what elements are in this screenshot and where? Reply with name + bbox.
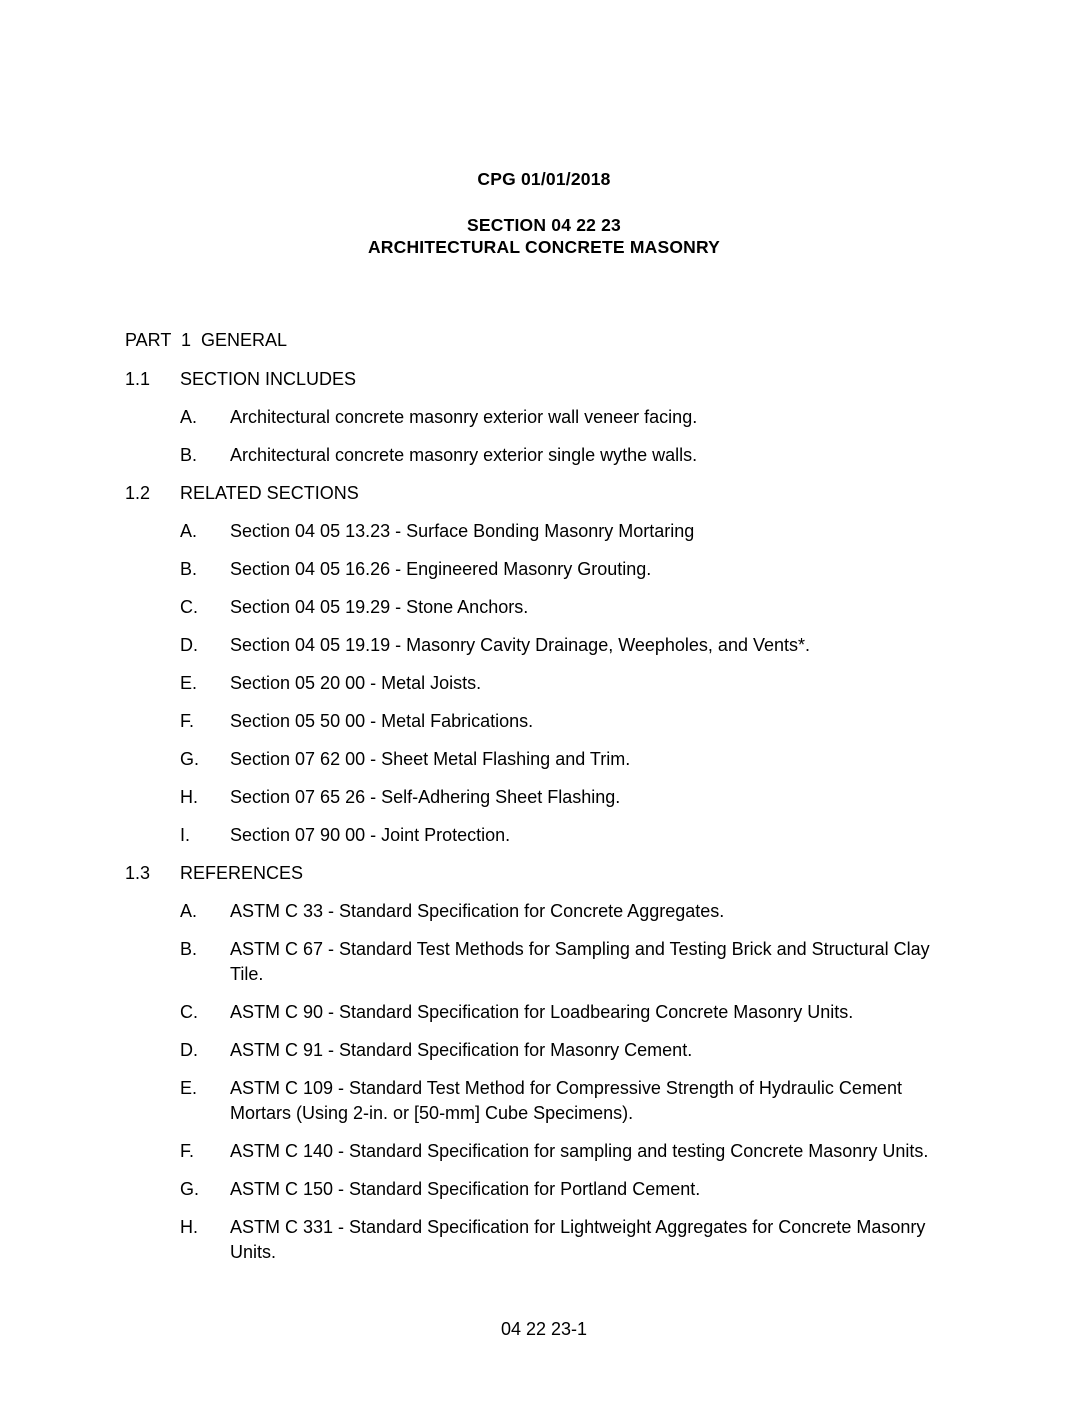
list-item-marker: F. bbox=[180, 711, 195, 731]
list-item-marker: D. bbox=[180, 1040, 198, 1060]
list-item-text: ASTM C 331 - Standard Specification for Lightweight Aggregates for Concrete Masonry Units. bbox=[230, 1217, 926, 1262]
list-item bbox=[0, 1038, 1088, 1063]
section-number: 1.3 bbox=[125, 863, 151, 883]
list-item-marker: A. bbox=[180, 901, 198, 921]
part-heading: PART 1 GENERAL bbox=[125, 330, 288, 350]
list-item-text: Architectural concrete masonry exterior single wythe walls. bbox=[230, 445, 698, 465]
list-item-marker: G. bbox=[180, 1179, 200, 1199]
section bbox=[0, 367, 1088, 468]
list-item-marker: F. bbox=[180, 1141, 195, 1161]
document-body bbox=[0, 328, 1088, 1278]
list-item-marker: B. bbox=[180, 445, 198, 465]
list-item bbox=[0, 1076, 1088, 1126]
list-item bbox=[0, 595, 1088, 620]
list-item-marker: H. bbox=[180, 1217, 198, 1237]
list-item-marker: E. bbox=[180, 673, 198, 693]
list-item-marker: E. bbox=[180, 1078, 198, 1098]
list-item-text: Section 04 05 16.26 - Engineered Masonry Grouting. bbox=[230, 559, 652, 579]
list-item bbox=[0, 633, 1088, 658]
page-number-label: 04 22 23-1 bbox=[500, 1319, 588, 1339]
list-item bbox=[0, 1177, 1088, 1202]
list-item-text: Section 04 05 19.19 - Masonry Cavity Drainage, Weepholes, and Vents*. bbox=[230, 635, 811, 655]
section-heading bbox=[0, 481, 1088, 505]
section-name-heading: ARCHITECTURAL CONCRETE MASONRY bbox=[367, 237, 721, 257]
list-item-text: Section 07 90 00 - Joint Protection. bbox=[230, 825, 511, 845]
list-item-marker: H. bbox=[180, 787, 198, 807]
list-item bbox=[0, 785, 1088, 810]
list-item bbox=[0, 899, 1088, 924]
page-footer bbox=[0, 1317, 1088, 1341]
list-item-text: Section 05 20 00 - Metal Joists. bbox=[230, 673, 482, 693]
list-item bbox=[0, 557, 1088, 582]
list-item bbox=[0, 1139, 1088, 1164]
section-number: 1.2 bbox=[125, 483, 151, 503]
list-item bbox=[0, 823, 1088, 848]
list-item-text: ASTM C 91 - Standard Specification for Masonry Cement. bbox=[230, 1040, 693, 1060]
list-item-text: ASTM C 109 - Standard Test Method for Compressive Strength of Hydraulic Cement Mortars (Using 2-in. or [50-mm] Cube Specimens). bbox=[230, 1078, 902, 1123]
list-item-marker: I. bbox=[180, 825, 191, 845]
list-item-text: ASTM C 140 - Standard Specification for sampling and testing Concrete Masonry Units. bbox=[230, 1141, 929, 1161]
list-item bbox=[0, 937, 1088, 987]
list-item-marker: D. bbox=[180, 635, 198, 655]
section-heading bbox=[0, 367, 1088, 391]
list-item bbox=[0, 1000, 1088, 1025]
list-item bbox=[0, 519, 1088, 544]
list-item-text: Section 04 05 19.29 - Stone Anchors. bbox=[230, 597, 529, 617]
list-item-text: ASTM C 150 - Standard Specification for Portland Cement. bbox=[230, 1179, 701, 1199]
list-item-marker: A. bbox=[180, 521, 198, 541]
list-item bbox=[0, 1215, 1088, 1265]
section-title: REFERENCES bbox=[180, 863, 304, 883]
section-heading bbox=[0, 861, 1088, 885]
document-code: CPG 01/01/2018 bbox=[477, 169, 611, 189]
list-item-text: ASTM C 33 - Standard Specification for Concrete Aggregates. bbox=[230, 901, 725, 921]
list-item-marker: A. bbox=[180, 407, 198, 427]
list-item-marker: B. bbox=[180, 939, 198, 959]
list-item-marker: G. bbox=[180, 749, 200, 769]
sections-container bbox=[0, 367, 1088, 1265]
section bbox=[0, 481, 1088, 848]
list-item bbox=[0, 405, 1088, 430]
document-header bbox=[0, 168, 1088, 258]
section-title: RELATED SECTIONS bbox=[180, 483, 359, 503]
section-number-heading: SECTION 04 22 23 bbox=[467, 215, 621, 235]
list-item-text: ASTM C 90 - Standard Specification for Loadbearing Concrete Masonry Units. bbox=[230, 1002, 854, 1022]
list-item-text: Section 04 05 13.23 - Surface Bonding Masonry Mortaring bbox=[230, 521, 695, 541]
list-item bbox=[0, 443, 1088, 468]
document-title-block bbox=[0, 214, 1088, 258]
list-item-marker: C. bbox=[180, 597, 198, 617]
list-item bbox=[0, 671, 1088, 696]
list-item-text: ASTM C 67 - Standard Test Methods for Sampling and Testing Brick and Structural Clay Tile. bbox=[230, 939, 930, 984]
list-item bbox=[0, 709, 1088, 734]
list-item-text: Section 07 62 00 - Sheet Metal Flashing and Trim. bbox=[230, 749, 631, 769]
list-item bbox=[0, 747, 1088, 772]
list-item-marker: C. bbox=[180, 1002, 198, 1022]
section-number: 1.1 bbox=[125, 369, 151, 389]
section-title: SECTION INCLUDES bbox=[180, 369, 357, 389]
list-item-text: Section 07 65 26 - Self-Adhering Sheet Flashing. bbox=[230, 787, 621, 807]
section bbox=[0, 861, 1088, 1265]
list-item-marker: B. bbox=[180, 559, 198, 579]
list-item-text: Architectural concrete masonry exterior wall veneer facing. bbox=[230, 407, 698, 427]
list-item-text: Section 05 50 00 - Metal Fabrications. bbox=[230, 711, 534, 731]
